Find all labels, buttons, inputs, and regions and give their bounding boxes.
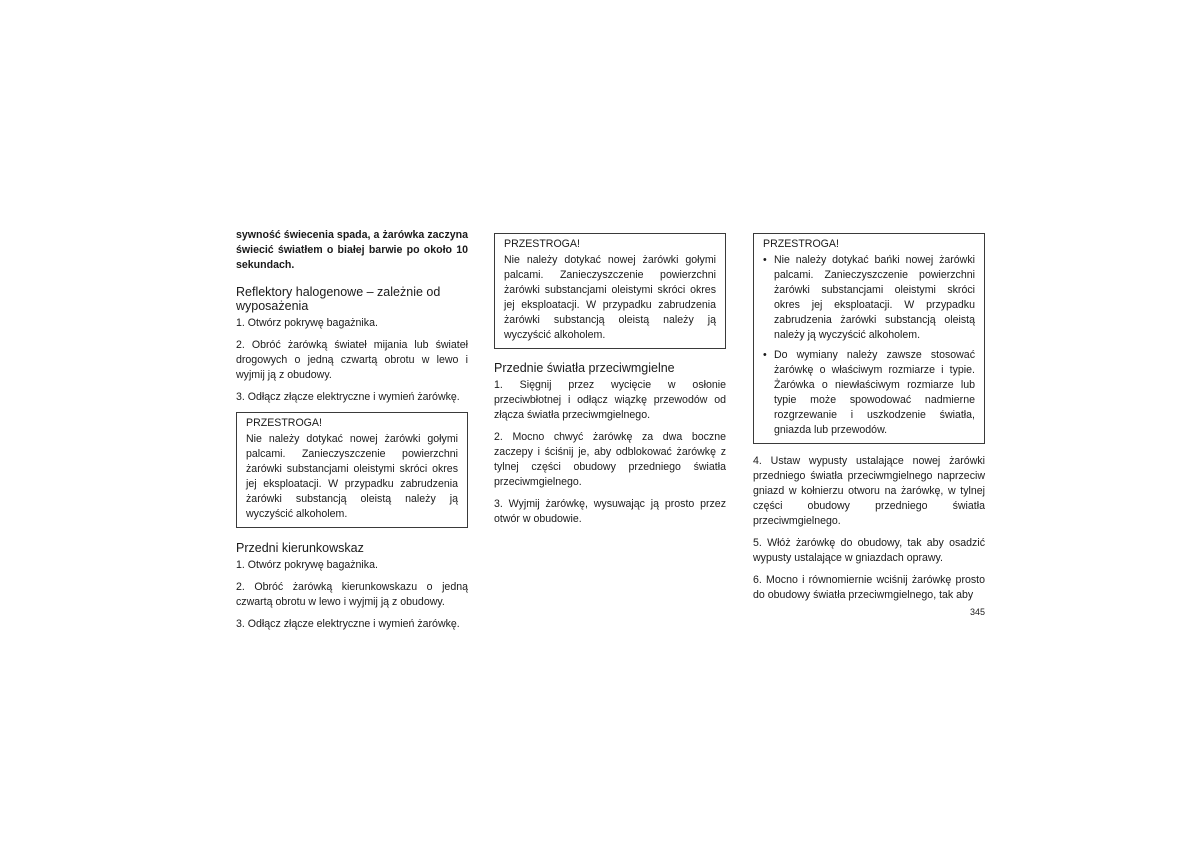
step-2: 2. Obróć żarówką kierunkowskazu o jedną czwartą obrotu w lewo i wyjmij ją z obudowy. — [236, 581, 468, 608]
step-3: 3. Odłącz złącze elektryczne i wymień żarówkę. — [236, 391, 460, 403]
warning-title: PRZESTROGA! — [504, 238, 580, 250]
warning-text: Nie należy dotykać nowej żarówki gołymi palcami. Zanieczyszczenie powierzchni żarówki substancjami oleistymi skróci okres jej eksploatacji. W przypadku zabrudzenia żarówki substancją oleistą należy ją wyczyścić alkoholem. — [246, 433, 458, 520]
warning-item-text: Do wymiany należy zawsze stosować żarówkę o właściwym rozmiarze i typie. Żarówka o niewłaściwym rozmiarze lub typie może spowodować nadmierne rozgrzewanie i uszkodzenie światła, gniazda lub przewodów. — [774, 349, 975, 436]
bullet-icon: • — [763, 349, 767, 361]
warning-box — [494, 233, 726, 349]
bullet-icon: • — [763, 254, 767, 266]
step-3: 3. Odłącz złącze elektryczne i wymień żarówkę. — [236, 618, 460, 630]
page-number: 345 — [970, 607, 986, 617]
warning-list-item — [763, 348, 975, 438]
column-right — [753, 228, 985, 610]
warning-title: PRZESTROGA! — [763, 238, 839, 250]
step-4: 4. Ustaw wypusty ustalające nowej żarówki przedniego światła przeciwmgielnego naprzeciw gniazd w kołnierzu otworu na żarówkę, w tylnej części obudowy przedniego światła przeciwmgielnego. — [753, 455, 985, 527]
warning-list-item — [763, 253, 975, 343]
step-1: 1. Sięgnij przez wycięcie w osłonie przeciwbłotnej i odłącz wiązkę przewodów od złącza światła przeciwmgielnego. — [494, 379, 726, 421]
heading-halogen-headlamps: Reflektory halogenowe – zależnie od wyposażenia — [236, 285, 441, 313]
column-middle — [494, 228, 726, 534]
step-2: 2. Mocno chwyć żarówkę za dwa boczne zaczepy i ściśnij je, aby odblokować żarówkę z tylnej części obudowy przedniego światła przeciwmgielnego. — [494, 431, 726, 488]
step-1: 1. Otwórz pokrywę bagażnika. — [236, 559, 378, 571]
warning-text: Nie należy dotykać nowej żarówki gołymi palcami. Zanieczyszczenie powierzchni żarówki substancjami oleistymi skróci okres jej eksploatacji. W przypadku zabrudzenia żarówki substancją oleistą należy ją wyczyścić alkoholem. — [504, 254, 716, 341]
warning-box — [753, 233, 985, 444]
warning-box — [236, 412, 468, 528]
warning-title: PRZESTROGA! — [246, 417, 322, 429]
step-5: 5. Włóż żarówkę do obudowy, tak aby osadzić wypusty ustalające w gniazdach oprawy. — [753, 537, 985, 564]
warning-item-text: Nie należy dotykać bańki nowej żarówki palcami. Zanieczyszczenie powierzchni żarówki substancjami oleistymi skróci okres jej eksploatacji. W przypadku zabrudzenia żarówki substancją oleistą należy ją wyczyścić alkoholem. — [774, 254, 975, 341]
intro-paragraph: sywność świecenia spada, a żarówka zaczyna świecić światłem o białej barwie po około 10 sekundach. — [236, 229, 468, 271]
heading-front-fog-lamps: Przednie światła przeciwmgielne — [494, 361, 675, 375]
heading-front-turn-signal: Przedni kierunkowskaz — [236, 541, 364, 555]
step-1: 1. Otwórz pokrywę bagażnika. — [236, 317, 378, 329]
column-left — [236, 228, 468, 639]
warning-list — [763, 253, 975, 438]
step-6: 6. Mocno i równomiernie wciśnij żarówkę prosto do obudowy światła przeciwmgielnego, tak aby — [753, 574, 985, 601]
step-2: 2. Obróć żarówką świateł mijania lub świateł drogowych o jedną czwartą obrotu w lewo i wyjmij ją z obudowy. — [236, 339, 468, 381]
step-3: 3. Wyjmij żarówkę, wysuwając ją prosto przez otwór w obudowie. — [494, 498, 726, 525]
